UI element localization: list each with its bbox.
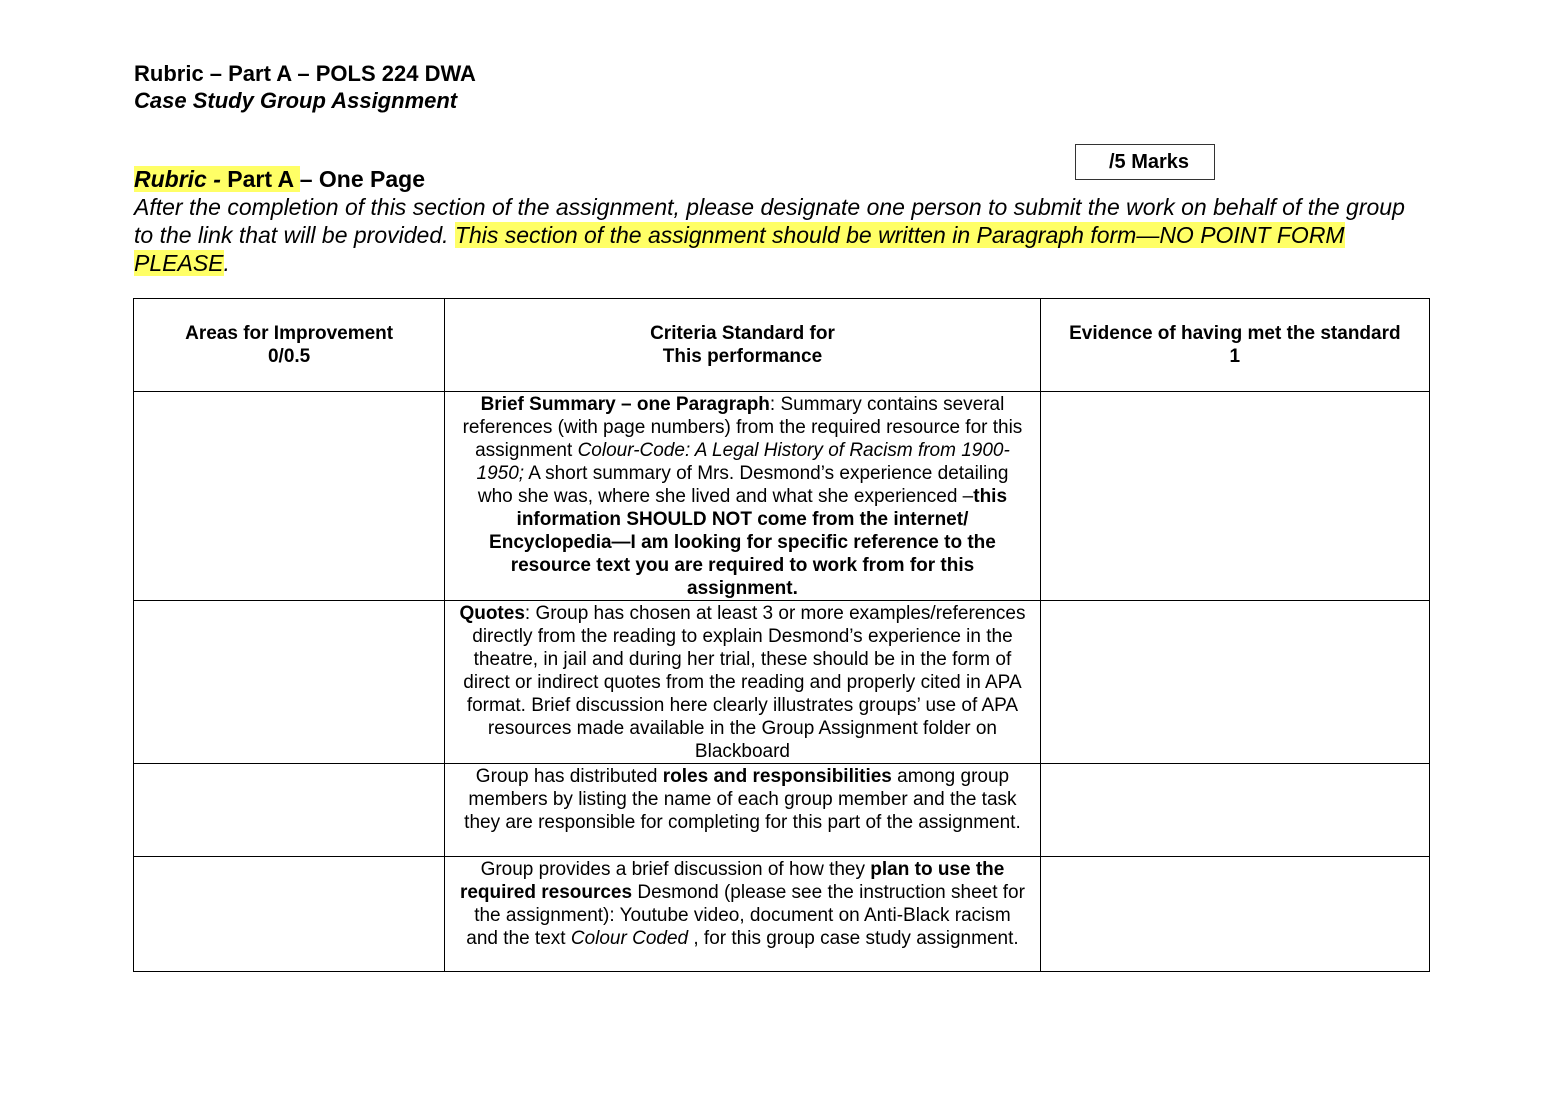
marks-box: /5 Marks xyxy=(1075,144,1215,180)
instructions-highlight: This section of the assignment should be written in Paragraph form—NO POINT FORM PLEASE xyxy=(134,222,1345,276)
section-heading-italic: Rubric - xyxy=(134,166,228,192)
improvement-cell xyxy=(134,392,445,601)
header-evidence: Evidence of having met the standard 1 xyxy=(1040,299,1429,392)
evidence-cell xyxy=(1040,601,1429,764)
criteria-cell-brief-summary: Brief Summary – one Paragraph: Summary contains several references (with page numbers) from the required resource for this assignment Colour-Code: A Legal History of Racism from 1900-1950; A short summary of Mrs. Desmond’s experience detailing who she was, where she lived and what she experienced –this information SHOULD NOT come from the internet/ Encyclopedia—I am looking for specific reference to the resource text you are required to work from for this assignment. xyxy=(445,392,1040,601)
table-row xyxy=(134,857,1430,972)
improvement-cell xyxy=(134,601,445,764)
criteria-cell-roles: Group has distributed roles and responsibilities among group members by listing the name of each group member and the task they are responsible for completing for this part of the assignment. xyxy=(445,764,1040,857)
table-row xyxy=(134,601,1430,764)
section-heading-rest: – One Page xyxy=(299,166,425,192)
instructions-end: . xyxy=(223,250,230,276)
evidence-cell xyxy=(1040,857,1429,972)
improvement-cell xyxy=(134,764,445,857)
document-title: Rubric – Part A – POLS 224 DWA xyxy=(134,61,476,86)
section-heading xyxy=(134,165,425,193)
criteria-cell-quotes: Quotes: Group has chosen at least 3 or more examples/references directly from the reading to explain Desmond’s experience in the theatre, in jail and during her trial, these should be in the form of direct or indirect quotes from the reading and properly cited in APA format. Brief discussion here clearly illustrates groups’ use of APA resources made available in the Group Assignment folder on Blackboard xyxy=(445,601,1040,764)
section-heading-part: Part A xyxy=(227,166,300,192)
table-row xyxy=(134,764,1430,857)
section-heading-highlight xyxy=(134,166,300,192)
header-areas-for-improvement: Areas for Improvement 0/0.5 xyxy=(134,299,445,392)
header-criteria-standard: Criteria Standard for This performance xyxy=(445,299,1040,392)
rubric-table xyxy=(133,298,1430,972)
instructions-paragraph xyxy=(134,193,1424,277)
evidence-cell xyxy=(1040,392,1429,601)
table-row xyxy=(134,392,1430,601)
document-subtitle: Case Study Group Assignment xyxy=(134,88,458,113)
table-header-row xyxy=(134,299,1430,392)
criteria-cell-resources: Group provides a brief discussion of how they plan to use the required resources Desmond (please see the instruction sheet for the assignment): Youtube video, document on Anti-Black racism and the text Colour Coded , for this group case study assignment. xyxy=(445,857,1040,972)
evidence-cell xyxy=(1040,764,1429,857)
instructions-plain: After the completion of this section of the assignment, please designate one person to submit the work on behalf of the group to the link that will be provided. xyxy=(134,194,1405,248)
improvement-cell xyxy=(134,857,445,972)
